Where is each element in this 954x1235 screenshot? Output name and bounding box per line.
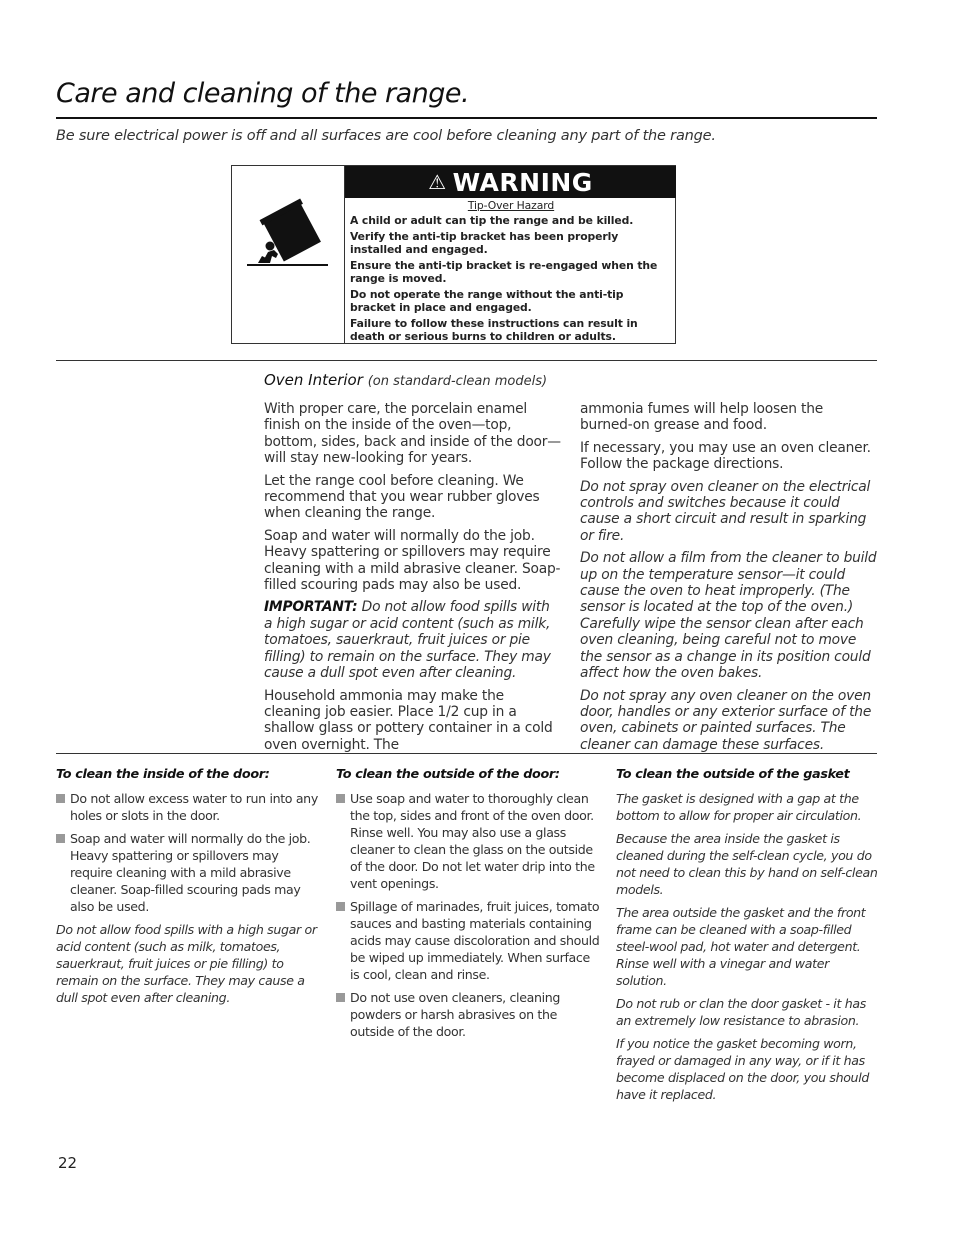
bullet-item — [336, 790, 601, 892]
warning-line: Do not operate the range without the anti-tip bracket in place and engaged. — [350, 288, 624, 314]
bullet-item — [56, 830, 321, 915]
paragraph: The area outside the gasket and the front frame can be cleaned with a soap-filled steel-wool pad, hot water and detergent. Rinse well with a vinegar and water solution. — [616, 905, 866, 988]
oven-interior-column-1 — [264, 401, 562, 759]
door-inside-section — [56, 766, 321, 1012]
warning-header — [345, 166, 676, 198]
gasket-section — [616, 766, 878, 1109]
bullet-item — [336, 989, 601, 1040]
section-divider — [56, 360, 877, 361]
important-label: IMPORTANT: — [264, 599, 358, 616]
warning-line: Verify the anti-tip bracket has been properly installed and engaged. — [350, 230, 619, 256]
bullet-text: Do not allow excess water to run into any holes or slots in the door. — [70, 791, 318, 823]
paragraph: ammonia fumes will help loosen the burned-on grease and food. — [580, 401, 824, 434]
section-heading-oven-interior — [264, 371, 547, 389]
warning-line: Ensure the anti-tip bracket is re-engaged when the range is moved. — [350, 259, 658, 285]
warning-heading: WARNING — [452, 167, 593, 197]
important-text: Do not allow food spills with a high sugar or acid content (such as milk, tomatoes, sauerkraut, fruit juices or pie filling) to remain on the surface. They may cause a dull spot even after cleaning. — [264, 599, 551, 682]
paragraph: With proper care, the porcelain enamel finish on the inside of the oven—top, bottom, sides, back and inside of the door—will stay new-looking for years. — [264, 401, 561, 467]
paragraph: Do not rub or clan the door gasket - it has an extremely low resistance to abrasion. — [616, 996, 866, 1028]
paragraph: Soap and water will normally do the job. Heavy spattering or spillovers may require cleaning with a mild abrasive cleaner. Soap-filled scouring pads may also be used. — [264, 527, 561, 594]
warning-triangle-icon: ⚠ — [428, 170, 447, 194]
paragraph: If necessary, you may use an oven cleaner. Follow the package directions. — [580, 439, 871, 473]
section-heading: To clean the outside of the door: — [336, 767, 560, 782]
paragraph: Because the area inside the gasket is cleaned during the self-clean cycle, you do not need to clean this by hand on self-clean models. — [616, 831, 878, 897]
bullet-square-icon — [56, 794, 65, 803]
section-title: Oven Interior — [264, 371, 363, 389]
caution-paragraph: Do not allow a film from the cleaner to build up on the temperature sensor—it could cause the oven to heat improperly. (The sensor is located at the top of the oven.) Carefully wipe the sensor clean after each oven cleaning, being careful not to move the sensor as a change in its position could affect how the oven bakes. — [580, 550, 877, 682]
important-paragraph — [264, 599, 562, 681]
oven-interior-column-2 — [580, 401, 878, 759]
warning-line: A child or adult can tip the range and be killed. — [350, 214, 634, 227]
tip-over-icon-cell — [232, 166, 345, 343]
bullet-square-icon — [336, 794, 345, 803]
warning-box — [231, 165, 676, 344]
page-number: 22 — [58, 1154, 78, 1172]
bullet-item — [56, 790, 321, 824]
page-title: Care and cleaning of the range. — [56, 78, 470, 109]
section-subtitle: (on standard-clean models) — [367, 374, 548, 389]
paragraph: Let the range cool before cleaning. We recommend that you wear rubber gloves when cleaning the range. — [264, 472, 540, 522]
caution-paragraph: Do not spray oven cleaner on the electrical controls and switches because it could cause a short circuit and result in sparking or fire. — [580, 478, 871, 544]
hazard-title: Tip-Over Hazard — [467, 199, 555, 212]
warning-line: Failure to follow these instructions can result in death or serious burns to children or adults. — [350, 317, 638, 343]
caution-paragraph: Do not spray any oven cleaner on the oven door, handles or any exterior surface of the oven, cabinets or painted surfaces. The cleaner can damage these surfaces. — [580, 687, 872, 753]
bullet-square-icon — [336, 993, 345, 1002]
tip-over-hazard-icon — [232, 166, 344, 343]
section-heading: To clean the outside of the gasket — [616, 767, 850, 782]
bullet-item — [336, 898, 601, 983]
bullet-square-icon — [56, 834, 65, 843]
paragraph: If you notice the gasket becoming worn, frayed or damaged in any way, or if it has become displaced on the door, you should have it replaced. — [616, 1036, 869, 1102]
bullet-text: Spillage of marinades, fruit juices, tomato sauces and basting materials containing acids may cause discoloration and should be wiped up immediately. When surface is cool, clean and rinse. — [350, 899, 600, 982]
bullet-text: Do not use oven cleaners, cleaning powders or harsh abrasives on the outside of the door. — [350, 990, 561, 1039]
section-heading: To clean the inside of the door: — [56, 767, 270, 782]
door-outside-section — [336, 766, 601, 1046]
title-rule — [56, 117, 877, 119]
bullet-square-icon — [336, 902, 345, 911]
paragraph: The gasket is designed with a gap at the bottom to allow for proper air circulation. — [616, 791, 862, 823]
section-divider — [56, 753, 877, 754]
note-paragraph: Do not allow food spills with a high sugar or acid content (such as milk, tomatoes, sauerkraut, fruit juices or pie filling) to remain on the surface. They may cause a dull spot even after cleaning. — [56, 922, 317, 1005]
warning-body — [350, 199, 672, 346]
page-subtitle: Be sure electrical power is off and all surfaces are cool before cleaning any part of the range. — [56, 128, 716, 144]
paragraph: Household ammonia may make the cleaning job easier. Place 1/2 cup in a shallow glass or pottery container in a cold oven overnight. The — [264, 687, 553, 753]
bullet-text: Use soap and water to thoroughly clean the top, sides and front of the oven door. Rinse well. You may also use a glass cleaner to clean the glass on the outside of the door. Do not let water drip into the vent openings. — [350, 791, 595, 891]
bullet-text: Soap and water will normally do the job. Heavy spattering or spillovers may require cleaning with a mild abrasive cleaner. Soap-filled scouring pads may also be used. — [70, 831, 311, 914]
